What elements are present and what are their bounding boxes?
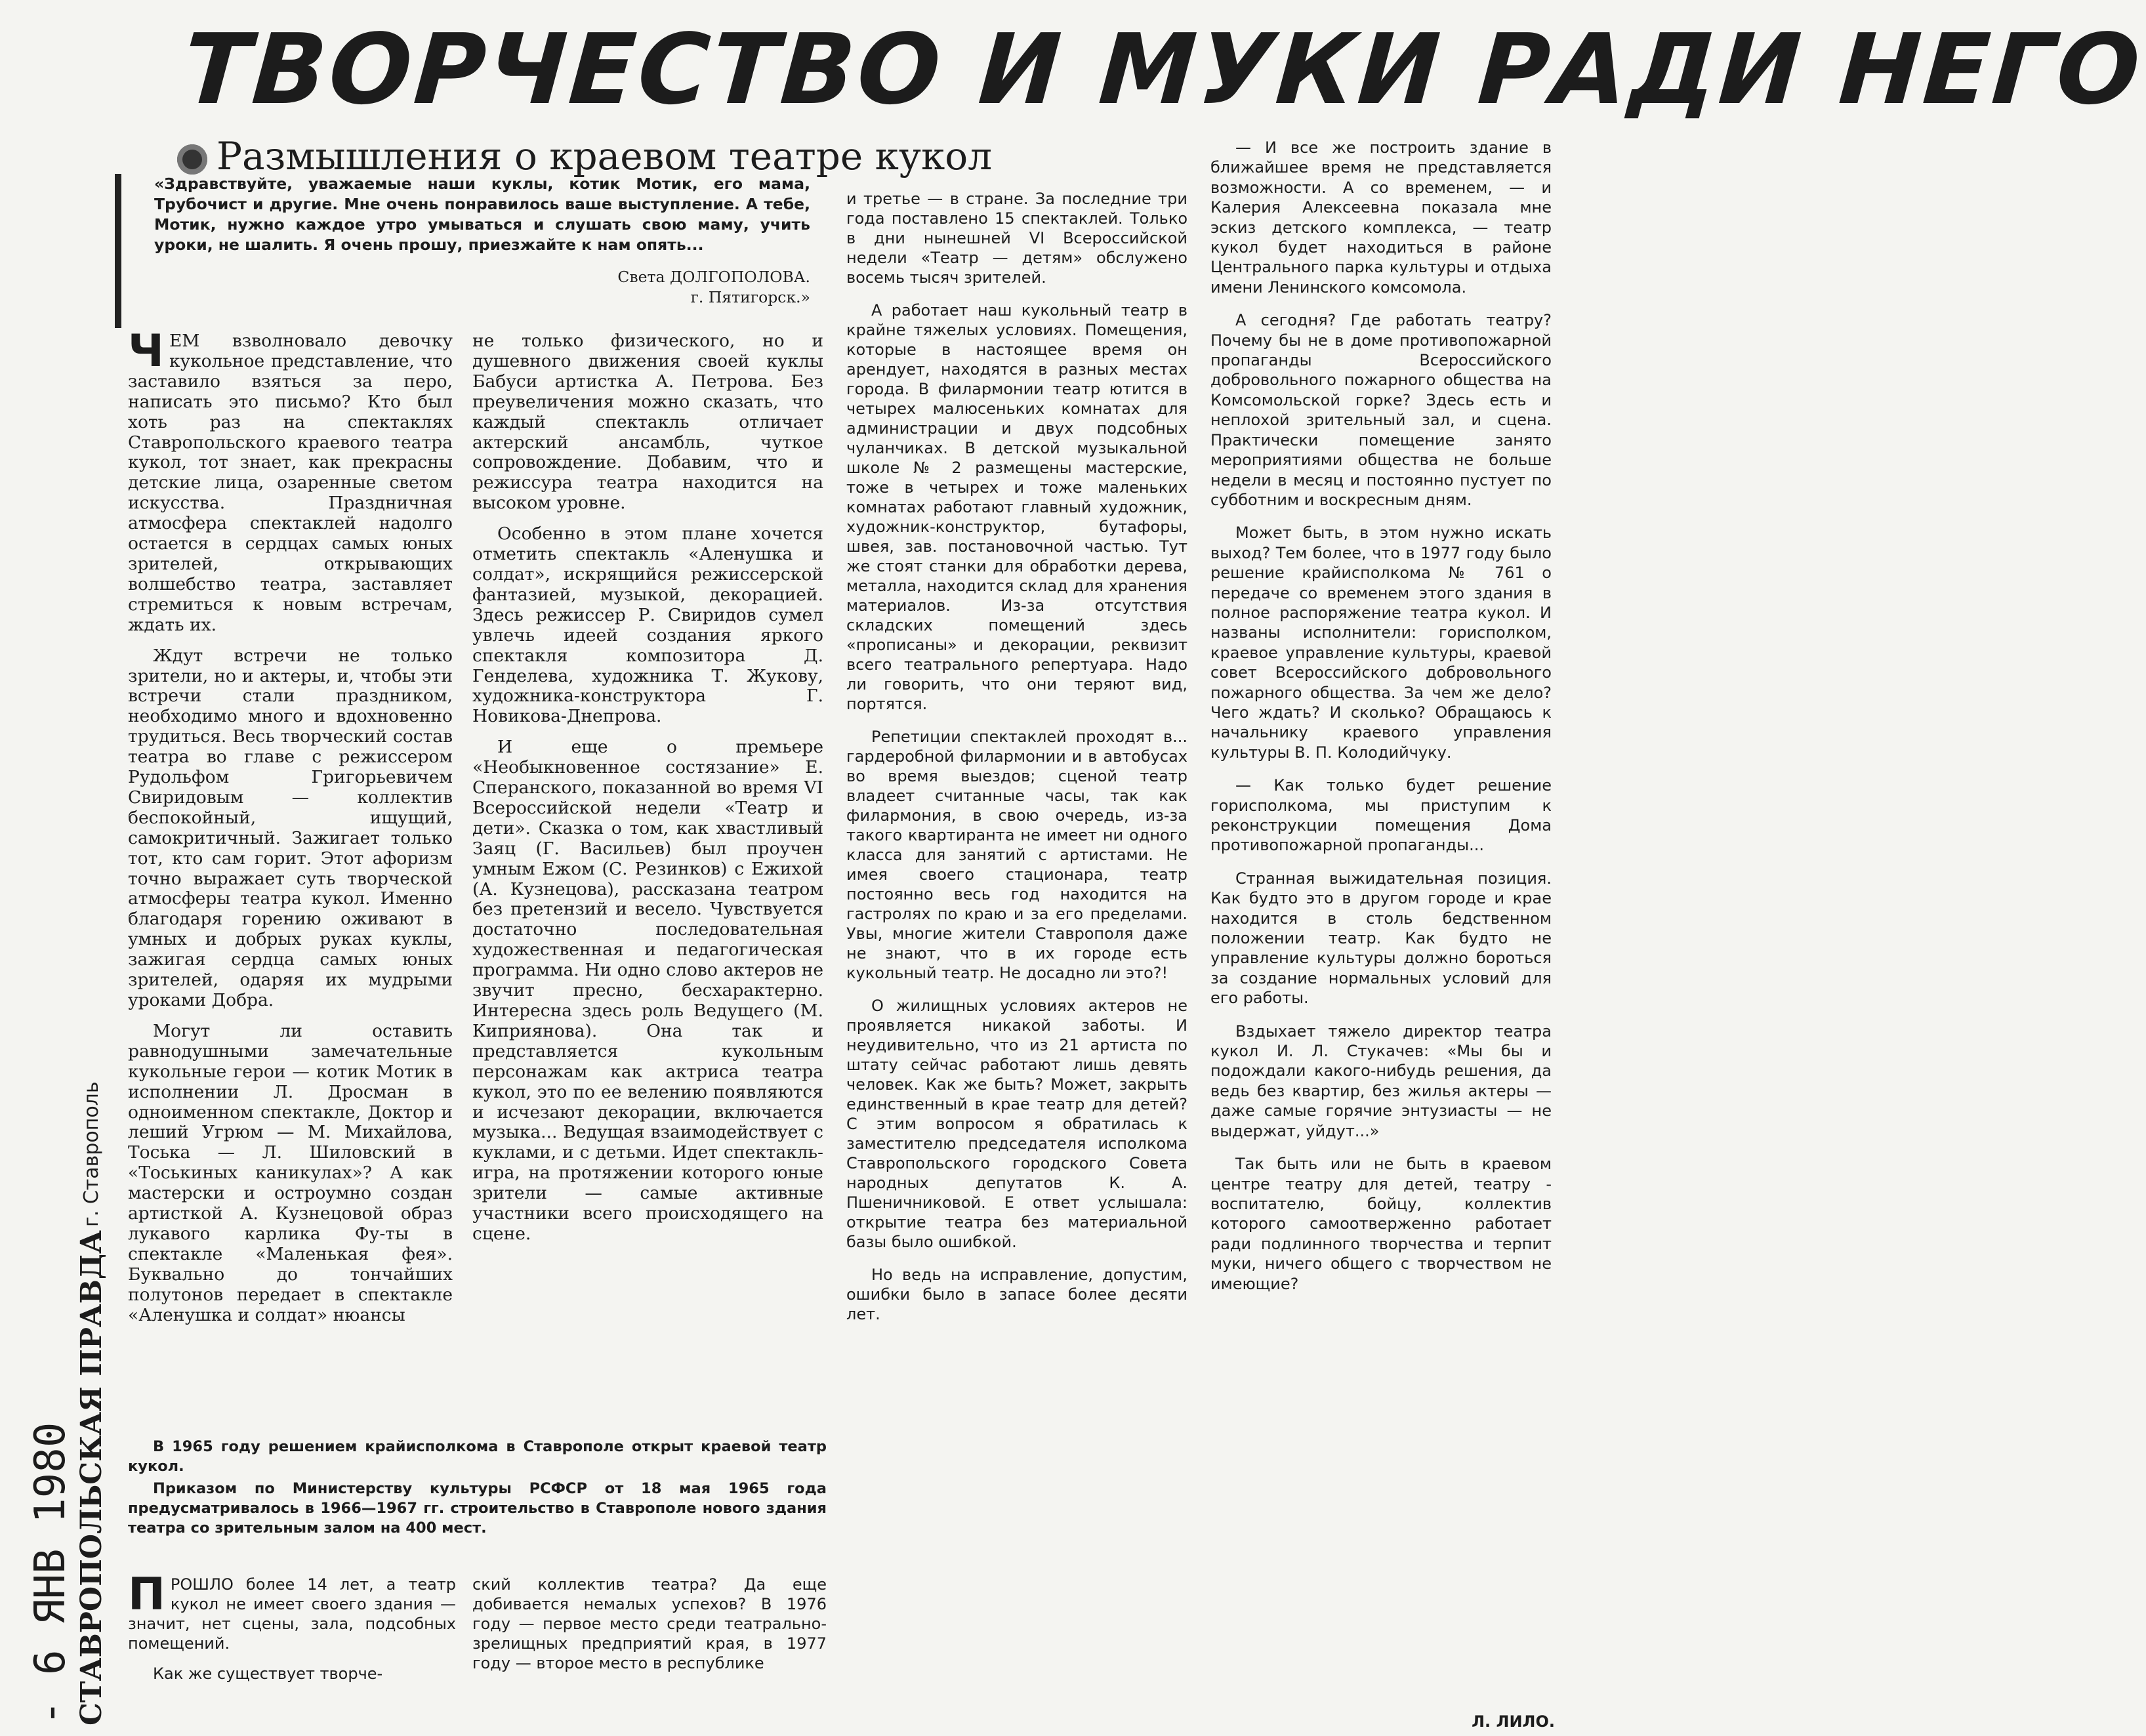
drop-cap: Ч: [128, 325, 164, 377]
stamp-date: - 6 ЯНВ 1980: [26, 1422, 75, 1726]
stamp-city: г. Ставрополь: [80, 1081, 103, 1227]
epigraph-letter: [115, 174, 810, 328]
paragraph-text: ЕМ взволновало девочку кукольное представление, что заставило взяться за перо, написать это письмо? Кто был хоть раз на спектаклях Ставропольского краевого театра кукол, тот знает, как прекрасны детские лица, озаренные светом искусства. Праздничная атмосфера спектаклей надолго остается в сердцах самых юных зрителей, открывающих волшебство театра, заставляет стремиться к новым встречам, ждать их.: [128, 331, 453, 635]
paragraph: А работает наш кукольный театр в крайне тяжелых условиях. Помещения, которые в настоящее время он арендует, находятся в разных местах города. В филармонии театр ютится в четырех малюсеньких комнатах для администрации и двух подсобных чуланчиках. В детской музыкальной школе № 2 размещены мастерские, тоже в четырех и тоже маленьких комнатах работают главный художник, художник-конструктор, бутафоры, швея, зав. постановочной частью. Тут же стоят станки для обработки дерева, металла, находится склад для хранения материалов. Из-за отсутствия складских помещений здесь «прописаны» и декорации, реквизит всего театрального репертуара. Надо ли говорить, что они теряют вид, портятся.: [846, 301, 1187, 713]
drop-cap: П: [128, 1569, 165, 1621]
paragraph: Ждут встречи не только зрители, но и актеры, и, чтобы эти встречи стали праздником, необходимо много и вдохновенно трудиться. Весь творческий состав театра во главе с режиссером Рудольфом Григорьевичем Свиридовым — коллектив беспокойный, ищущий, самокритичный. Зажигает только тот, кто сам горит. Этот афоризм точно выражает суть творческой атмосферы театра кукол. Именно благодаря горению оживают в умных и добрых руках куклы, зажигая сердца самых юных зрителей, одаряя их мудрыми уроками Добра.: [128, 645, 453, 1010]
paragraph: — И все же построить здание в ближайшее время не представляется возможности. А со временем, — и Калерия Алексеевна показала мне эскиз детского комплекса, — театр кукол будет находиться в районе Центрального парка культуры и отдыха имени Ленинского комсомола.: [1210, 138, 1552, 297]
signature-name: Света ДОЛГОПОЛОВА.: [617, 268, 810, 286]
facts-box: [128, 1437, 827, 1558]
fact-paragraph: В 1965 году решением крайисполкома в Ставрополе открыт краевой театр кукол.: [128, 1438, 827, 1475]
paragraph: Особенно в этом плане хочется отметить спектакль «Аленушка и солдат», искрящийся режиссерской фантазией, музыкой, декорацией. Здесь режиссер Р. Свиридов сумел увлечь идеей создания яркого спектакля композитора Д. Генделева, художника Т. Жукову, художника-конструктора Г. Новикова-Днепрова.: [472, 524, 823, 727]
date-stamp: [26, 932, 112, 1726]
paragraph: Так быть или не быть в краевом центре театру для детей, театру - воспитателю, бойцу, коллектив которого самоотверженно работает ради подлинного творчества и терпит муки, ничего общего с творчеством не имеющие?: [1210, 1155, 1552, 1293]
paragraph: [128, 1569, 456, 1653]
article-column-1: [128, 325, 453, 1434]
article-column-4: [1210, 138, 1552, 1719]
paragraph: И еще о премьере «Необыкновенное состязание» Е. Сперанского, показанной во время VI Всероссийской недели «Театр и дети». Сказка о том, как хвастливый Заяц (Г. Васильев) был проучен умным Ежом (С. Резинков) с Ежихой (А. Кузнецова), рассказана театром без претензий и весело. Чувствуется достаточно последовательная художественная и педагогическая программа. Ни одно слово актеров не звучит пресно, бесхарактерно. Интересна здесь роль Ведущего (М. Киприянова). Она так и представляется кукольным персонажам как актриса театра кукол, это по ее велению появляются и исчезают декорации, включается музыка... Ведущая взаимодействует с куклами, и с детьми. Идет спектакль-игра, на протяжении которого юные зрители — самые активные участники всего происходящего на сцене.: [472, 737, 823, 1244]
paragraph: — Как только будет решение горисполкома, мы приступим к реконструкции помещения Дома противопожарной пропаганды...: [1210, 776, 1552, 855]
paragraph: Вздыхает тяжело директор театра кукол И. Л. Стукачев: «Мы бы и подождали какого-нибудь решения, да ведь без квартир, без жилья актеры — даже самые горячие энтузиасты — не выдержат, уйдут...»: [1210, 1022, 1552, 1140]
article-column-2: [472, 331, 823, 1434]
paragraph: А сегодня? Где работать театру? Почему бы не в доме противопожарной пропаганды Всероссийского добровольного пожарного общества на Комсомольской горке? Здесь есть и неплохой зрительный зал, и сцена. Практически помещение занято мероприятиями общества не больше недели в месяц и постоянно пустует по субботним и воскресным дням.: [1210, 311, 1552, 509]
signature-city: г. Пятигорск.»: [690, 288, 810, 306]
paragraph: не только физического, но и душевного движения своей куклы Бабуси артистка А. Петрова. Без преувеличения можно сказать, что каждый спектакль отличает актерский ансамбль, чуткое сопровождение. Добавим, что и режиссура театра находится на высоком уровне.: [472, 331, 823, 514]
headline: ТВОРЧЕСТВО И МУКИ РАДИ НЕГО: [180, 13, 2146, 126]
paragraph: Но ведь на исправление, допустим, ошибки было в запасе более десяти лет.: [846, 1266, 1187, 1323]
article-column-3: [846, 189, 1187, 1724]
paragraph-text: РОШЛО более 14 лет, а театр кукол не имеет своего здания — значит, нет сцены, зала, подсобных помещений.: [128, 1575, 456, 1653]
article-column-5: [128, 1569, 456, 1729]
paragraph: Странная выжидательная позиция. Как будто это в другом городе и крае находится в столь бедственном положении театр. Как будто не управление культуры должно бороться за создание нормальных условий для его работы.: [1210, 869, 1552, 1008]
date-stamp-rotated: [26, 932, 112, 1726]
paragraph: О жилищных условиях актеров не проявляется никакой заботы. И неудивительно, что из 21 артиста по штату сейчас работают лишь девять человек. Как же быть? Может, закрыть единственный в крае театр для детей? С этим вопросом я обратилась к заместителю председателя исполкома Ставропольского городского Совета народных депутатов К. А. Пшеничниковой. Е ответ услышала: открытие театра без материальной базы было ошибкой.: [846, 997, 1187, 1251]
stamp-newspaper-name: СТАВРОПОЛЬСКАЯ ПРАВДА: [75, 1230, 108, 1726]
epigraph-text: «Здравствуйте, уважаемые наши куклы, котик Мотик, его мама, Трубочист и другие. Мне очень понравилось ваше выступление. А тебе, Мотик, нужно каждое утро умываться и слушать свою маму, учить уроки, не шалить. Я очень прошу, приезжайте к нам опять...: [154, 175, 810, 254]
epigraph-signature: [154, 267, 810, 308]
paragraph: Репетиции спектаклей проходят в... гардеробной филармонии и в автобусах во время выездов; сценой театр владеет считанные часы, так как филармония, в свою очередь, из-за такого квартиранта не имеет ни одного класса для занятий с артистами. Не имея своего стационара, театр постоянно весь год находится на гастролях по краю и за его пределами. Увы, многие жители Ставрополя даже не знают, что в их городе есть кукольный театр. Не досадно ли это?!: [846, 728, 1187, 982]
fact-paragraph: Приказом по Министерству культуры РСФСР от 18 мая 1965 года предусматривалось в 1966—1967 гг. строительство в Ставрополе нового здания театра со зрительным залом на 400 мест.: [128, 1480, 827, 1537]
author-signature: Л. ЛИЛО.: [1472, 1712, 1555, 1731]
paragraph: и третье — в стране. За последние три года поставлено 15 спектаклей. Только в дни нынешней VI Всероссийской недели «Театр — детям» обслужено восемь тысяч зрителей.: [846, 190, 1187, 287]
paragraph: ский коллектив театра? Да еще добивается немалых успехов? В 1976 году — первое место среди театрально-зрелищных предприятий края, в 1977 году — второе место в республике: [472, 1575, 827, 1672]
bullet-icon: [177, 144, 207, 175]
paragraph: Могут ли оставить равнодушными замечательные кукольные герои — котик Мотик в исполнении Л. Дросман в одноименном спектакле, Доктор и леший Угрюм — М. Михайлова, Тоська — Л. Шиловский в «Тоськиных каникулах»? А как мастерски и остроумно создан артисткой А. Кузнецовой образ лукавого карлика Фу-ты в спектакле «Маленькая фея». Буквально до тончайших полутонов передает в спектакле «Аленушка и солдат» нюансы: [128, 1020, 453, 1325]
paragraph: Как же существует творче-: [153, 1664, 383, 1683]
paragraph: Может быть, в этом нужно искать выход? Тем более, что в 1977 году было решение крайисполкома № 761 о передаче со временем этого здания в полное распоряжение театра кукол. И названы исполнители: горисполком, краевое управление культуры, краевой совет Всероссийского добровольного пожарного общества. За чем же дело? Чего ждать? И сколько? Обращаюсь к начальнику краевого управления культуры В. П. Колодийчуку.: [1210, 524, 1552, 762]
paragraph: [128, 325, 453, 636]
article-column-6: [472, 1575, 827, 1729]
subheadline: Размышления о краевом театре кукол: [217, 134, 993, 178]
